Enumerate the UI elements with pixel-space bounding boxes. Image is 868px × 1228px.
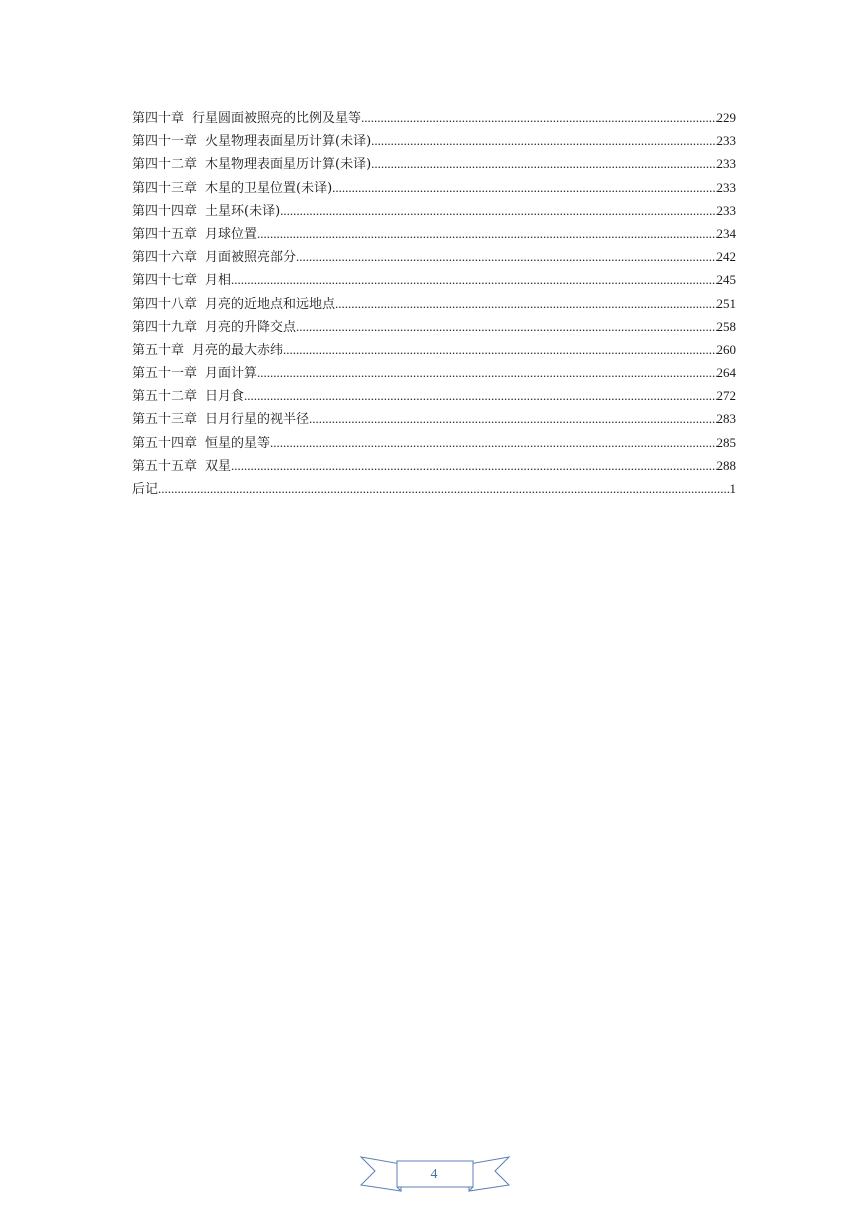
toc-dot-leader — [283, 338, 716, 361]
toc-entry[interactable] — [132, 245, 736, 268]
toc-chapter-number: 第四十六章 — [132, 250, 198, 266]
toc-chapter-number: 第四十八章 — [132, 296, 198, 312]
toc-dot-leader — [361, 106, 716, 129]
toc-entry[interactable] — [132, 407, 736, 430]
toc-chapter-title: 日月食 — [205, 389, 245, 405]
toc-dot-leader — [257, 361, 716, 384]
toc-entry[interactable] — [132, 384, 736, 407]
toc-dot-leader — [335, 292, 716, 315]
toc-dot-leader — [244, 384, 716, 407]
toc-chapter-number: 第五十五章 — [132, 458, 198, 474]
toc-page-number: 251 — [716, 295, 736, 311]
toc-chapter-number: 第五十一章 — [132, 366, 198, 382]
toc-entry[interactable] — [132, 338, 736, 361]
toc-page-number: 245 — [716, 272, 736, 288]
toc-entry[interactable] — [132, 129, 736, 152]
toc-page-number: 288 — [716, 457, 736, 473]
toc-dot-leader — [270, 431, 716, 454]
toc-chapter-title: 木星物理表面星历计算(未译) — [205, 157, 372, 173]
toc-page-number: 260 — [716, 341, 736, 357]
toc-entry[interactable] — [132, 152, 736, 175]
toc-chapter-title: 月球位置 — [205, 226, 258, 242]
toc-chapter-title: 月亮的升降交点 — [205, 319, 297, 335]
toc-chapter-number: 第四十二章 — [132, 157, 198, 173]
toc-chapter-title: 月面被照亮部分 — [205, 250, 297, 266]
toc-chapter-number: 第四十章 — [132, 111, 185, 126]
toc-dot-leader — [296, 315, 716, 338]
toc-chapter-title: 恒星的星等 — [205, 435, 271, 451]
toc-chapter-title: 双星 — [205, 458, 232, 474]
toc-page-number: 233 — [716, 179, 736, 195]
toc-dot-leader — [158, 477, 729, 500]
toc-chapter-title: 月亮的近地点和远地点 — [205, 296, 336, 312]
toc-chapter-number: 第四十三章 — [132, 180, 198, 196]
toc-page-number: 258 — [716, 318, 736, 334]
toc-entry[interactable] — [132, 176, 736, 199]
toc-entry[interactable] — [132, 199, 736, 222]
toc-page-number: 229 — [716, 110, 736, 125]
toc-entry-afterword[interactable] — [132, 477, 736, 500]
toc-chapter-number: 第四十七章 — [132, 273, 198, 289]
toc-entry[interactable] — [132, 315, 736, 338]
toc-entry[interactable] — [132, 361, 736, 384]
toc-dot-leader — [231, 454, 716, 477]
toc-dot-leader — [371, 152, 716, 175]
toc-chapter-title: 月亮的最大赤纬 — [192, 342, 284, 358]
toc-entry[interactable] — [132, 292, 736, 315]
toc-dot-leader — [371, 129, 716, 152]
toc-chapter-title: 日月行星的视半径 — [205, 412, 310, 428]
toc-chapter-number: 第五十四章 — [132, 435, 198, 451]
toc-page-number: 285 — [716, 434, 736, 450]
toc-dot-leader — [332, 176, 716, 199]
toc-page-number: 283 — [716, 411, 736, 427]
toc-chapter-number: 第四十五章 — [132, 226, 198, 242]
toc-dot-leader — [296, 245, 716, 268]
toc-page-number: 1 — [729, 481, 736, 496]
toc-dot-leader — [280, 199, 716, 222]
ribbon-right-tail — [469, 1157, 509, 1191]
toc-page-number: 233 — [716, 133, 736, 149]
toc-chapter-title: 月相 — [205, 273, 232, 289]
toc-dot-leader — [309, 407, 716, 430]
toc-entry[interactable] — [132, 268, 736, 291]
toc-dot-leader — [231, 268, 716, 291]
ribbon-left-tail — [361, 1157, 401, 1191]
table-of-contents — [132, 106, 736, 500]
toc-chapter-title: 月面计算 — [205, 366, 258, 382]
toc-chapter-number: 第五十章 — [132, 342, 185, 358]
toc-chapter-title: 火星物理表面星历计算(未译) — [205, 134, 372, 150]
toc-chapter-title: 木星的卫星位置(未译) — [205, 180, 333, 196]
toc-page-number: 242 — [716, 249, 736, 265]
toc-page-number: 234 — [716, 225, 736, 241]
toc-page-number: 233 — [716, 156, 736, 172]
toc-page-number: 264 — [716, 365, 736, 381]
toc-chapter-number: 第四十九章 — [132, 319, 198, 335]
toc-entry[interactable] — [132, 222, 736, 245]
toc-entry[interactable] — [132, 106, 736, 129]
toc-page-number: 272 — [716, 388, 736, 404]
toc-chapter-number: 第四十四章 — [132, 203, 198, 219]
toc-chapter-number: 第五十二章 — [132, 389, 198, 405]
toc-page-number: 233 — [716, 202, 736, 218]
toc-chapter-number: 第五十三章 — [132, 412, 198, 428]
toc-entry[interactable] — [132, 431, 736, 454]
page-number: 4 — [430, 1167, 438, 1182]
toc-chapter-title: 后记 — [132, 482, 159, 497]
toc-entry[interactable] — [132, 454, 736, 477]
toc-chapter-title: 土星环(未译) — [205, 203, 281, 219]
toc-chapter-title: 行星圆面被照亮的比例及星等 — [192, 111, 362, 126]
toc-chapter-number: 第四十一章 — [132, 134, 198, 150]
toc-dot-leader — [257, 222, 716, 245]
